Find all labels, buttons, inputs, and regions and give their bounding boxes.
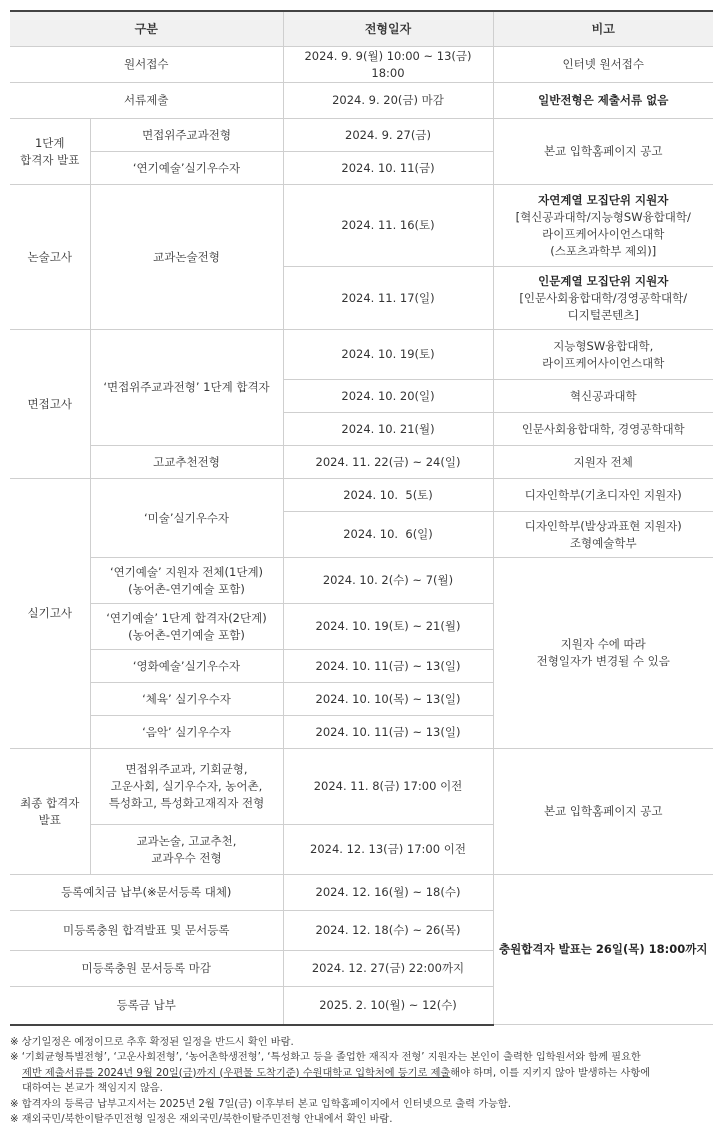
type-line: 교과논술, 고교추천, bbox=[136, 833, 237, 848]
row-type: 고교추천전형 bbox=[90, 446, 283, 479]
note-line: 라이프케어사이언스대학 bbox=[542, 226, 665, 241]
row-date: 2024. 12. 18(수) ~ 26(목) bbox=[283, 911, 493, 951]
table-header-row bbox=[10, 11, 713, 47]
row-date: 2024. 9. 27(금) bbox=[283, 119, 493, 152]
row-note: 디자인학부(기초디자인 지원자) bbox=[493, 479, 713, 512]
row-note bbox=[493, 512, 713, 558]
row-label: 미등록충원 문서등록 마감 bbox=[10, 951, 283, 987]
row-date: 2024. 11. 17(일) bbox=[283, 267, 493, 330]
note-line: 디자인학부(발상과표현 지원자) bbox=[524, 518, 682, 533]
group-label-line: 발표 bbox=[38, 812, 61, 827]
group-label-essay: 논술고사 bbox=[10, 185, 90, 330]
row-date: 2024. 9. 9(월) 10:00 ~ 13(금) 18:00 bbox=[283, 47, 493, 83]
row-type bbox=[90, 749, 283, 825]
row-date: 2024. 10. 19(토) bbox=[283, 330, 493, 380]
group-label-stage1 bbox=[10, 119, 90, 185]
table-row bbox=[10, 875, 713, 911]
footnote: ※ 재외국민/북한이탈주민전형 일정은 재외국민/북한이탈주민전형 안내에서 확인 바람. bbox=[10, 1114, 393, 1125]
footnote bbox=[10, 1050, 713, 1097]
row-date: 2024. 10. 19(토) ~ 21(월) bbox=[283, 604, 493, 650]
note-line: 라이프케어사이언스대학 bbox=[542, 355, 665, 370]
row-type: ‘미술’실기우수자 bbox=[90, 479, 283, 558]
row-date: 2024. 11. 8(금) 17:00 이전 bbox=[283, 749, 493, 825]
note-line: 조형예술학부 bbox=[569, 535, 637, 550]
note-line: [인문사회융합대학/경영공학대학/ bbox=[519, 290, 688, 305]
row-date: 2024. 12. 13(금) 17:00 이전 bbox=[283, 825, 493, 875]
note-title: 충원합격자 발표는 26일(목) 18:00까지 bbox=[499, 942, 708, 956]
row-type bbox=[90, 825, 283, 875]
footnote-line: ※ ‘기회균형특별전형’, ‘고운사회전형’, ‘농어촌학생전형’, ‘특성화고 등을 졸업한 재직자 전형’ 지원자는 본인이 출력한 입학원서와 함께 필요한 bbox=[10, 1052, 641, 1063]
row-type: ‘음악’ 실기우수자 bbox=[90, 716, 283, 749]
row-date: 2025. 2. 10(월) ~ 12(수) bbox=[283, 987, 493, 1025]
type-line: 고운사회, 실기우수자, 농어촌, bbox=[110, 779, 263, 793]
row-note: 지원자 전체 bbox=[493, 446, 713, 479]
note-line: (스포츠과학부 제외)] bbox=[550, 243, 657, 258]
row-note bbox=[493, 558, 713, 749]
footnote: ※ 상기일정은 예정이므로 추후 확정된 일정을 반드시 확인 바람. bbox=[10, 1036, 294, 1048]
group-label-line: 최종 합격자 bbox=[20, 795, 80, 810]
row-type: ‘연기예술’실기우수자 bbox=[90, 152, 283, 185]
schedule-table bbox=[10, 10, 713, 1026]
row-date: 2024. 12. 16(월) ~ 18(수) bbox=[283, 875, 493, 911]
table-row bbox=[10, 47, 713, 83]
note-line: 지원자 수에 따라 bbox=[560, 637, 646, 651]
row-type bbox=[90, 604, 283, 650]
footnote-line: 대하여는 본교가 책임지지 않음. bbox=[22, 1083, 163, 1094]
header-category: 구분 bbox=[10, 11, 283, 47]
note-line: 전형일자가 변경될 수 있음 bbox=[536, 654, 670, 668]
group-label-line: 1단계 bbox=[34, 135, 65, 150]
row-note bbox=[493, 185, 713, 267]
row-label: 서류제출 bbox=[10, 83, 283, 119]
header-date: 전형일자 bbox=[283, 11, 493, 47]
row-date: 2024. 10. 2(수) ~ 7(월) bbox=[283, 558, 493, 604]
table-row bbox=[10, 558, 713, 604]
row-type: 교과논술전형 bbox=[90, 185, 283, 330]
note-title: 인문계열 모집단위 지원자 bbox=[538, 273, 669, 288]
row-date: 2024. 11. 22(금) ~ 24(일) bbox=[283, 446, 493, 479]
row-note bbox=[493, 875, 713, 1025]
row-label: 미등록충원 합격발표 및 문서등록 bbox=[10, 911, 283, 951]
note-line: 디지털콘텐츠] bbox=[567, 307, 639, 322]
row-note: 일반전형은 제출서류 없음 bbox=[493, 83, 713, 119]
footnote-text: 해야 하며, 이를 지키지 않아 발생하는 사항에 bbox=[450, 1067, 651, 1079]
table-row bbox=[10, 446, 713, 479]
footnote-underlined: 제반 제출서류를 bbox=[22, 1067, 98, 1079]
row-label: 원서접수 bbox=[10, 47, 283, 83]
row-note: 본교 입학홈페이지 공고 bbox=[493, 119, 713, 185]
row-label: 등록금 납부 bbox=[10, 987, 283, 1025]
row-note bbox=[493, 330, 713, 380]
row-date: 2024. 10. 5(토) bbox=[283, 479, 493, 512]
row-date: 2024. 10. 11(금) ~ 13(일) bbox=[283, 650, 493, 683]
row-date: 2024. 10. 20(일) bbox=[283, 380, 493, 413]
row-note bbox=[493, 267, 713, 330]
type-line: 면접위주교과, 기회균형, bbox=[125, 762, 248, 776]
row-note: 본교 입학홈페이지 공고 bbox=[493, 749, 713, 875]
row-date: 2024. 11. 16(토) bbox=[283, 185, 493, 267]
row-type: ‘체육’ 실기우수자 bbox=[90, 683, 283, 716]
row-type: ‘면접위주교과전형’ 1단계 합격자 bbox=[90, 330, 283, 446]
table-row bbox=[10, 119, 713, 152]
row-type bbox=[90, 558, 283, 604]
type-line: (농어촌-연기예술 포함) bbox=[128, 627, 245, 642]
group-label-final bbox=[10, 749, 90, 875]
row-type: 면접위주교과전형 bbox=[90, 119, 283, 152]
header-remarks: 비고 bbox=[493, 11, 713, 47]
note-title: 자연계열 모집단위 지원자 bbox=[538, 192, 669, 207]
type-line: ‘연기예술’ 지원자 전체(1단계) bbox=[109, 564, 264, 579]
row-note: 인문사회융합대학, 경영공학대학 bbox=[493, 413, 713, 446]
row-label: 등록예치금 납부(※문서등록 대체) bbox=[10, 875, 283, 911]
row-date: 2024. 10. 11(금) bbox=[283, 152, 493, 185]
footnotes bbox=[10, 1035, 713, 1128]
type-line: 교과우수 전형 bbox=[151, 850, 222, 865]
row-date: 2024. 10. 10(목) ~ 13(일) bbox=[283, 683, 493, 716]
footnote: ※ 합격자의 등록금 납부고지서는 2025년 2월 7일(금) 이후부터 본교 입학홈페이지에서 인터넷으로 출력 가능함. bbox=[10, 1098, 511, 1110]
table-row bbox=[10, 749, 713, 825]
row-note: 인터넷 원서접수 bbox=[493, 47, 713, 83]
row-note: 혁신공과대학 bbox=[493, 380, 713, 413]
table-row bbox=[10, 479, 713, 512]
group-label-interview: 면접고사 bbox=[10, 330, 90, 479]
type-line: 특성화고, 특성화고재직자 전형 bbox=[108, 796, 265, 810]
schedule-document bbox=[10, 10, 713, 1128]
table-row bbox=[10, 83, 713, 119]
row-date: 2024. 10. 21(월) bbox=[283, 413, 493, 446]
note-line: 지능형SW융합대학, bbox=[553, 338, 654, 353]
table-row bbox=[10, 330, 713, 380]
type-line: ‘연기예술’ 1단계 합격자(2단계) bbox=[106, 610, 267, 625]
footnote-underlined: 2024년 9월 20일(금)까지 (우편물 도착기준) 수원대학교 입학처에 등기로 제출 bbox=[97, 1067, 451, 1079]
group-label-line: 합격자 발표 bbox=[20, 152, 80, 167]
row-date: 2024. 10. 6(일) bbox=[283, 512, 493, 558]
note-line: [혁신공과대학/지능형SW융합대학/ bbox=[515, 209, 691, 224]
footnote-line bbox=[10, 1066, 713, 1082]
row-date: 2024. 12. 27(금) 22:00까지 bbox=[283, 951, 493, 987]
table-row bbox=[10, 185, 713, 267]
group-label-practical: 실기고사 bbox=[10, 479, 90, 749]
row-date: 2024. 9. 20(금) 마감 bbox=[283, 83, 493, 119]
type-line: (농어촌-연기예술 포함) bbox=[128, 581, 245, 596]
row-date: 2024. 10. 11(금) ~ 13(일) bbox=[283, 716, 493, 749]
row-type: ‘영화예술’실기우수자 bbox=[90, 650, 283, 683]
